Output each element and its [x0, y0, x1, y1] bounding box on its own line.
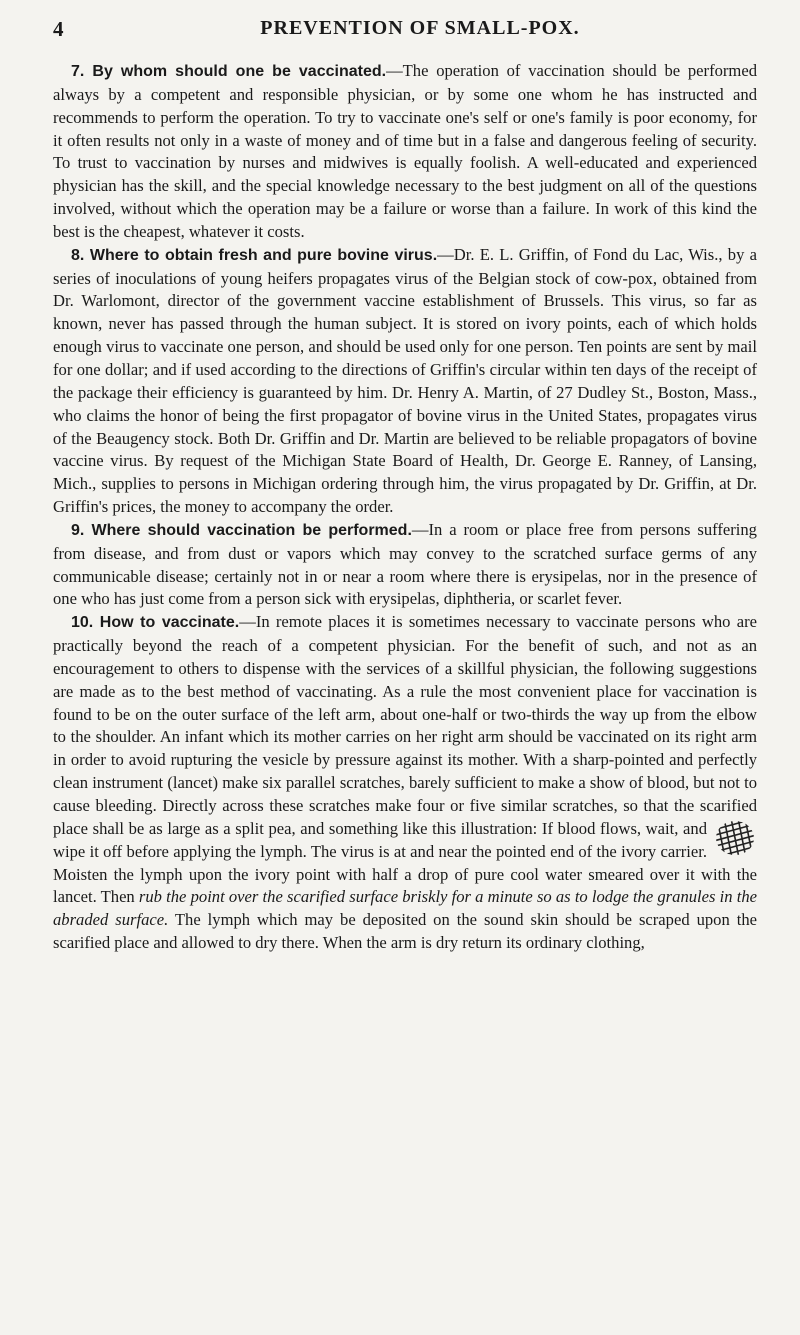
section-8: [53, 244, 757, 519]
section-text: —In a room or place free from persons suffering from disease, and from dust or vapors which may convey to the scratched surface germs of any communicable disease; certainly not in or near a room where there is erysipelas, nor in the presence of one who has just come from a person sick with erysipelas, diphtheria, or scarlet fever.: [53, 519, 757, 609]
section-7: [53, 60, 757, 244]
page-body: [53, 60, 757, 955]
section-heading: 8. Where to obtain fresh and pure bovine virus.: [71, 246, 438, 264]
page-number: 4: [53, 17, 64, 41]
section-text: —The operation of vaccination should be performed always by a competent and responsible physician, or by some one whom he has instructed and recommends to perform the operation. To try to vaccinate one's self or one's family is poor economy, for it often results not only in a waste of money and of time but in a false and dangerous feeling of security. To trust to vaccination by nurses and midwives is equally foolish. A well-educated and experienced physician has the skill, and the special knowledge necessary to the best judgment on all of the questions involved, without which the operation may be a failure or worse than a failure. In work of this kind the best is the cheapest, whatever it costs.: [53, 61, 757, 241]
section-text-continued: If blood flows, wait, and wipe it off before applying the lymph. The virus is at and near the pointed end of the ivory carrier. Moisten the lymph upon the ivory point with half a drop of pure cool water smeared over it with the lancet. Then: [53, 818, 757, 907]
section-heading: 7. By whom should one be vaccinated.: [71, 63, 387, 80]
section-heading: 10. How to vaccinate.: [71, 614, 240, 632]
section-9: [53, 519, 757, 611]
section-italic-instruction: rub the point over the scarified surface briskly for a minute so as to lodge the granules in the abraded surface.: [53, 887, 757, 930]
section-10: [53, 611, 757, 955]
running-title: PREVENTION OF SMALL-POX.: [260, 17, 580, 39]
page-header: [53, 0, 757, 60]
section-text-end: The lymph which may be deposited on the sound skin should be scraped upon the scarified place and allowed to dry there. When the arm is dry return its ordinary clothing,: [53, 910, 757, 953]
scarification-crosshatch-icon: [713, 818, 757, 858]
section-text: —In remote places it is sometimes necessary to vaccinate persons who are practically beyond the reach of a competent physician. For the benefit of such, and not as an encouragement to others to dispense with the services of a skillful physician, the following suggestions are made as to the best method of vaccinating. As a rule the most convenient place for vaccination is found to be on the outer surface of the left arm, about one-half or two-thirds the way up from the elbow to the shoulder. An infant which its mother carries on her right arm should be vaccinated on its right arm in order to avoid rupturing the vesicle by pressure against its mother. With a sharp-pointed and perfectly clean instrument (lancet) make six parallel scratches, barely sufficient to make a show of blood, but not to cause bleeding. Directly across these scratches make four or five similar scratches, so that the scarified place shall be as large as a split pea, and something like this illustration:: [53, 612, 757, 838]
section-text: —Dr. E. L. Griffin, of Fond du Lac, Wis., by a series of inoculations of young heifers propagates virus of the Belgian stock of cow-pox, obtained from Dr. Warlomont, director of the government vaccine establishment of Brussels. This virus, so far as known, never has passed through the human subject. It is stored on ivory points, each of which holds enough virus to vaccinate one person, and should be used only for one person. Ten points are sent by mail for one dollar; and if used according to the directions of Griffin's circular within ten days of the receipt of the package their efficiency is guaranteed by him. Dr. Henry A. Martin, of 27 Dudley St., Boston, Mass., who claims the honor of being the first propagator of bovine virus in the United States, propagates virus of the Beaugency stock. Both Dr. Griffin and Dr. Martin are believed to be reliable propagators of bovine vaccine virus. By request of the Michigan State Board of Health, Dr. George E. Ranney, of Lansing, Mich., supplies to persons in Michigan ordering through him, the virus propagated by Dr. Griffin, at Dr. Griffin's prices, the money to accompany the order.: [53, 244, 757, 517]
section-heading: 9. Where should vaccination be performed.: [71, 521, 412, 539]
